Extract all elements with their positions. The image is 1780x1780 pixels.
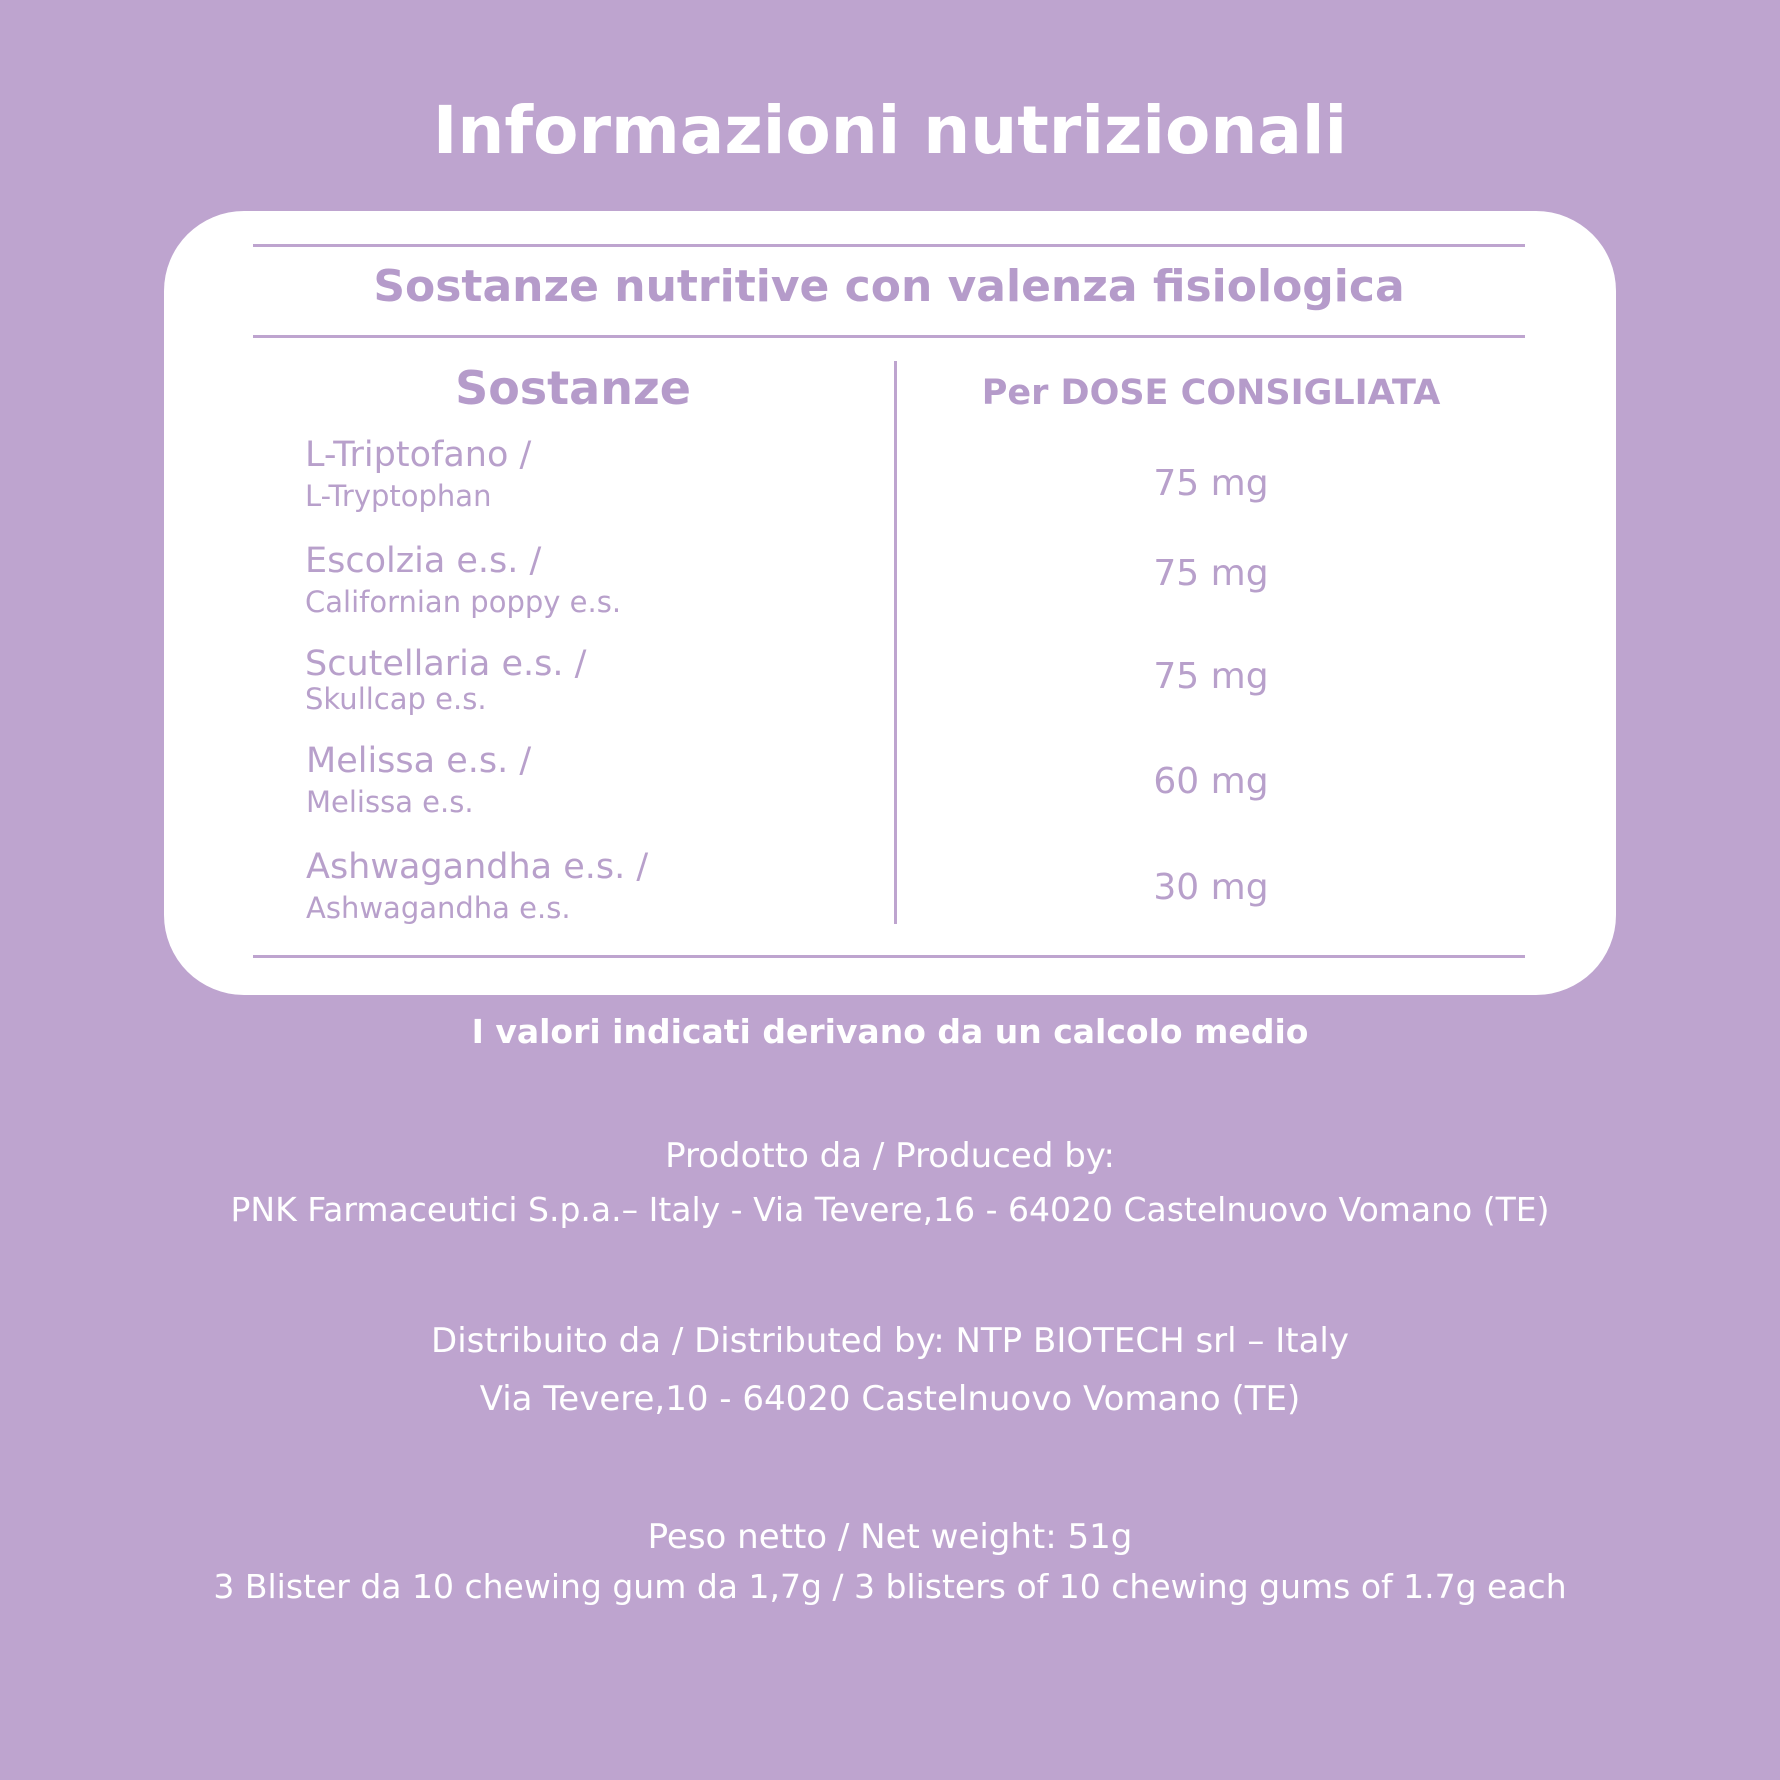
column-header-substances: Sostanze [455,361,691,415]
nutrition-table-card [164,211,1616,995]
table-row [164,541,1616,631]
net-weight-label: Peso netto / Net weight: 51g [647,1517,1133,1557]
table-row [164,741,1616,831]
top-divider [253,244,1525,247]
average-values-note: I valori indicati derivano da un calcolo medio [471,1012,1309,1051]
table-row [164,847,1616,937]
substance-dose: 60 mg [1153,761,1269,802]
substance-name: Ashwagandha e.s. / [306,847,649,887]
distributor-label: Distribuito da / Distributed by: NTP BIOTECH srl – Italy [431,1321,1349,1361]
bottom-divider [253,955,1525,958]
substance-name: Melissa e.s. / [306,741,532,781]
page-title: Informazioni nutrizionali [432,92,1348,169]
column-header-dose: Per DOSE CONSIGLIATA [981,373,1441,413]
producer-address: PNK Farmaceutici S.p.a.– Italy - Via Tevere,16 - 64020 Castelnuovo Vomano (TE) [230,1190,1550,1229]
table-row [164,435,1616,525]
substance-dose: 75 mg [1153,553,1269,594]
producer-label: Prodotto da / Produced by: [665,1136,1115,1176]
table-row [164,644,1616,734]
substance-dose: 75 mg [1153,463,1269,504]
heading-divider [253,335,1525,338]
substance-name: Scutellaria e.s. / [305,644,587,684]
substance-name-english: Skullcap e.s. [305,682,487,716]
substance-name-english: Ashwagandha e.s. [306,891,571,925]
substance-name: L-Triptofano / [305,435,532,475]
distributor-address: Via Tevere,10 - 64020 Castelnuovo Vomano (TE) [479,1379,1301,1419]
substance-name-english: Californian poppy e.s. [305,585,622,619]
substance-name: Escolzia e.s. / [305,541,542,581]
substance-dose: 75 mg [1153,656,1269,697]
table-heading: Sostanze nutritive con valenza fisiologica [373,261,1405,312]
substance-dose: 30 mg [1153,867,1269,908]
substance-name-english: Melissa e.s. [306,785,474,819]
substance-name-english: L-Tryptophan [305,479,492,513]
net-weight-detail: 3 Blister da 10 chewing gum da 1,7g / 3 blisters of 10 chewing gums of 1.7g each [213,1567,1567,1606]
